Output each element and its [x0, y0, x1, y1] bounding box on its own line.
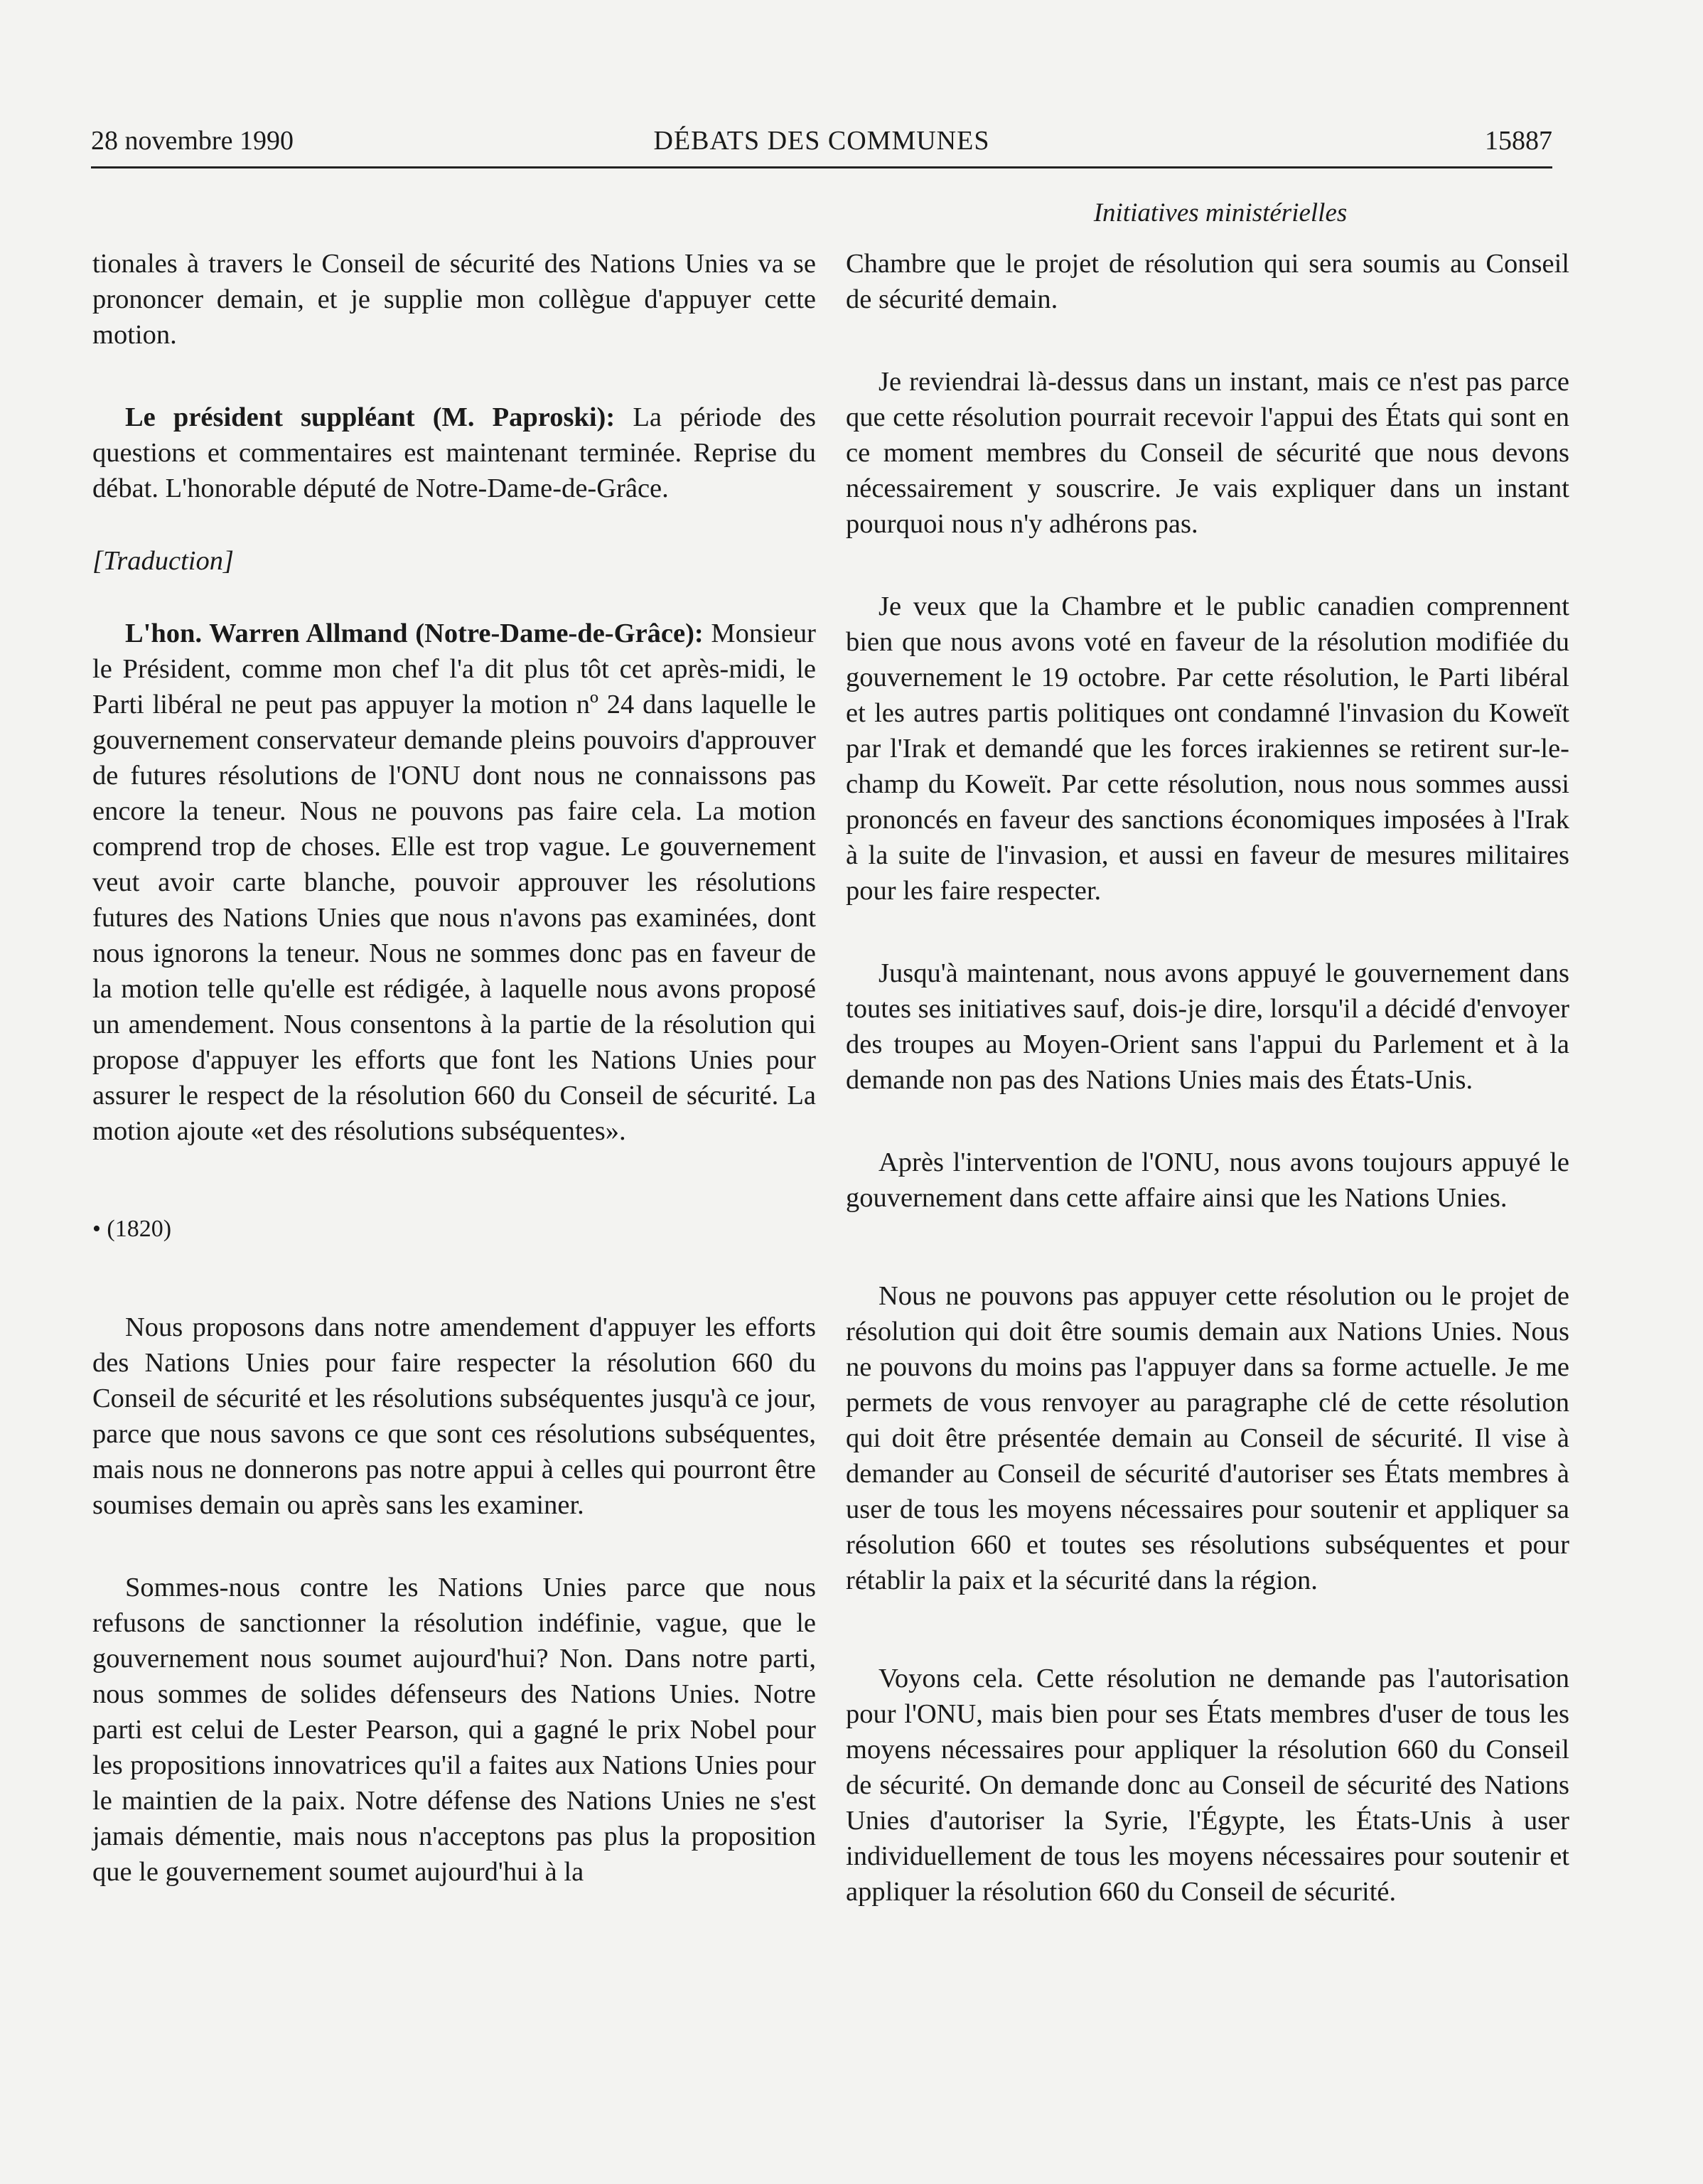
translation-marker — [92, 543, 816, 579]
speaker-name: L'hon. Warren Allmand (Notre-Dame-de-Grâce): — [125, 619, 704, 648]
paragraph: Nous ne pouvons pas appuyer cette résolution ou le projet de résolution qui doit être soumis demain aux Nations Unies. Nous ne pouvons du moins pas l'appuyer dans sa forme actuelle. Je me permets de vous renvoyer au paragraphe clé de cette résolution qui doit être présentée demain au Conseil de sécurité. Il vise à demander au Conseil de sécurité d'autoriser ses États membres à user de tous les moyens nécessaires pour soutenir et appliquer sa résolution 660 et toutes ses résolutions subséquentes et pour rétablir la paix et la sécurité dans la région. — [846, 1281, 1569, 1595]
paragraph — [92, 400, 816, 506]
timestamp: • (1820) — [92, 1216, 172, 1242]
header-publication: DÉBATS DES COMMUNES — [653, 126, 990, 156]
paragraph: Après l'intervention de l'ONU, nous avons toujours appuyé le gouvernement dans cette affaire ainsi que les Nations Unies. — [846, 1147, 1569, 1213]
section-title: Initiatives ministérielles — [1093, 198, 1348, 228]
paragraph — [92, 616, 816, 1149]
paragraph: tionales à travers le Conseil de sécurité des Nations Unies va se prononcer demain, et je supplie mon collègue d'appuyer cette motion. — [92, 249, 816, 350]
paragraph: Chambre que le projet de résolution qui sera soumis au Conseil de sécurité demain. — [846, 249, 1569, 314]
page-header — [91, 121, 1552, 168]
speech-text: La période des questions et commentaires est maintenant terminée. Reprise du débat. L'honorable député de Notre-Dame-de-Grâce. — [92, 402, 816, 503]
header-page-number: 15887 — [1485, 126, 1552, 156]
paragraph: Voyons cela. Cette résolution ne demande pas l'autorisation pour l'ONU, mais bien pour ses États membres d'user de tous les moyens nécessaires pour appliquer la résolution 660 du Conseil de sécurité. On demande donc au Conseil de sécurité des Nations Unies d'autoriser la Syrie, l'Égypte, les États-Unis à user individuellement de tous les moyens nécessaires pour soutenir et appliquer la résolution 660 du Conseil de sécurité. — [846, 1664, 1569, 1907]
left-column — [92, 246, 816, 1890]
paragraph: Sommes-nous contre les Nations Unies parce que nous refusons de sanctionner la résolution indéfinie, vague, que le gouvernement nous soumet aujourd'hui? Non. Dans notre parti, nous sommes de solides défenseurs des Nations Unies. Notre parti est celui de Lester Pearson, qui a gagné le prix Nobel pour les propositions innovatrices qu'il a faites aux Nations Unies pour le maintien de la paix. Notre défense des Nations Unies ne s'est jamais démentie, mais nous n'acceptons pas plus la proposition que le gouvernement soumet aujourd'hui à la — [92, 1573, 816, 1887]
paragraph: Nous proposons dans notre amendement d'appuyer les efforts des Nations Unies pour faire respecter la résolution 660 du Conseil de sécurité et les résolutions subséquentes jusqu'à ce jour, parce que nous savons ce que sont ces résolutions subséquentes, mais nous ne donnerons pas notre appui à celles qui pourront être soumises demain ou après sans les examiner. — [92, 1312, 816, 1520]
speaker-name: Le président suppléant (M. Paproski): — [125, 402, 616, 432]
header-date: 28 novembre 1990 — [91, 126, 294, 156]
paragraph: Je reviendrai là-dessus dans un instant, mais ce n'est pas parce que cette résolution pourrait recevoir l'appui des États qui sont en ce moment membres du Conseil de sécurité que nous devons nécessairement y souscrire. Je vais expliquer dans un instant pourquoi nous n'y adhérons pas. — [846, 367, 1569, 539]
paragraph: Je veux que la Chambre et le public canadien comprennent bien que nous avons voté en faveur de la résolution modifiée du gouvernement le 19 octobre. Par cette résolution, le Parti libéral et les autres partis politiques ont condamné l'invasion du Koweït par l'Irak et demandé que les forces irakiennes se retirent sur-le-champ du Koweït. Par cette résolution, nous nous sommes aussi prononcés en faveur des sanctions économiques imposées à l'Irak à la suite de l'invasion, et aussi en faveur de mesures militaires pour les faire respecter. — [846, 592, 1569, 906]
paragraph: Jusqu'à maintenant, nous avons appuyé le gouvernement dans toutes ses initiatives sauf, dois-je dire, lorsqu'il a décidé d'envoyer des troupes au Moyen-Orient sans l'appui du Parlement et à la demande non pas des Nations Unies mais des États-Unis. — [846, 958, 1569, 1095]
speech-text: Monsieur le Président, comme mon chef l'a dit plus tôt cet après-midi, le Parti libéral ne peut pas appuyer la motion nº 24 dans laquelle le gouvernement conservateur demande pleins pouvoirs d'approuver de futures résolutions de l'ONU dont nous ne connaissons pas encore la teneur. Nous ne pouvons pas faire cela. La motion comprend trop de choses. Elle est trop vague. Le gouvernement veut avoir carte blanche, pouvoir approuver les résolutions futures des Nations Unies que nous n'avons pas examinées, dont nous ignorons la teneur. Nous ne sommes donc pas en faveur de la motion telle qu'elle est rédigée, à laquelle nous avons proposé un amendement. Nous consentons à la partie de la résolution qui propose d'appuyer les efforts que font les Nations Unies pour assurer le respect de la résolution 660 du Conseil de sécurité. La motion ajoute «et des résolutions subséquentes». — [92, 619, 816, 1146]
right-column — [846, 246, 1569, 1910]
translation-label: [Traduction] — [92, 546, 234, 576]
